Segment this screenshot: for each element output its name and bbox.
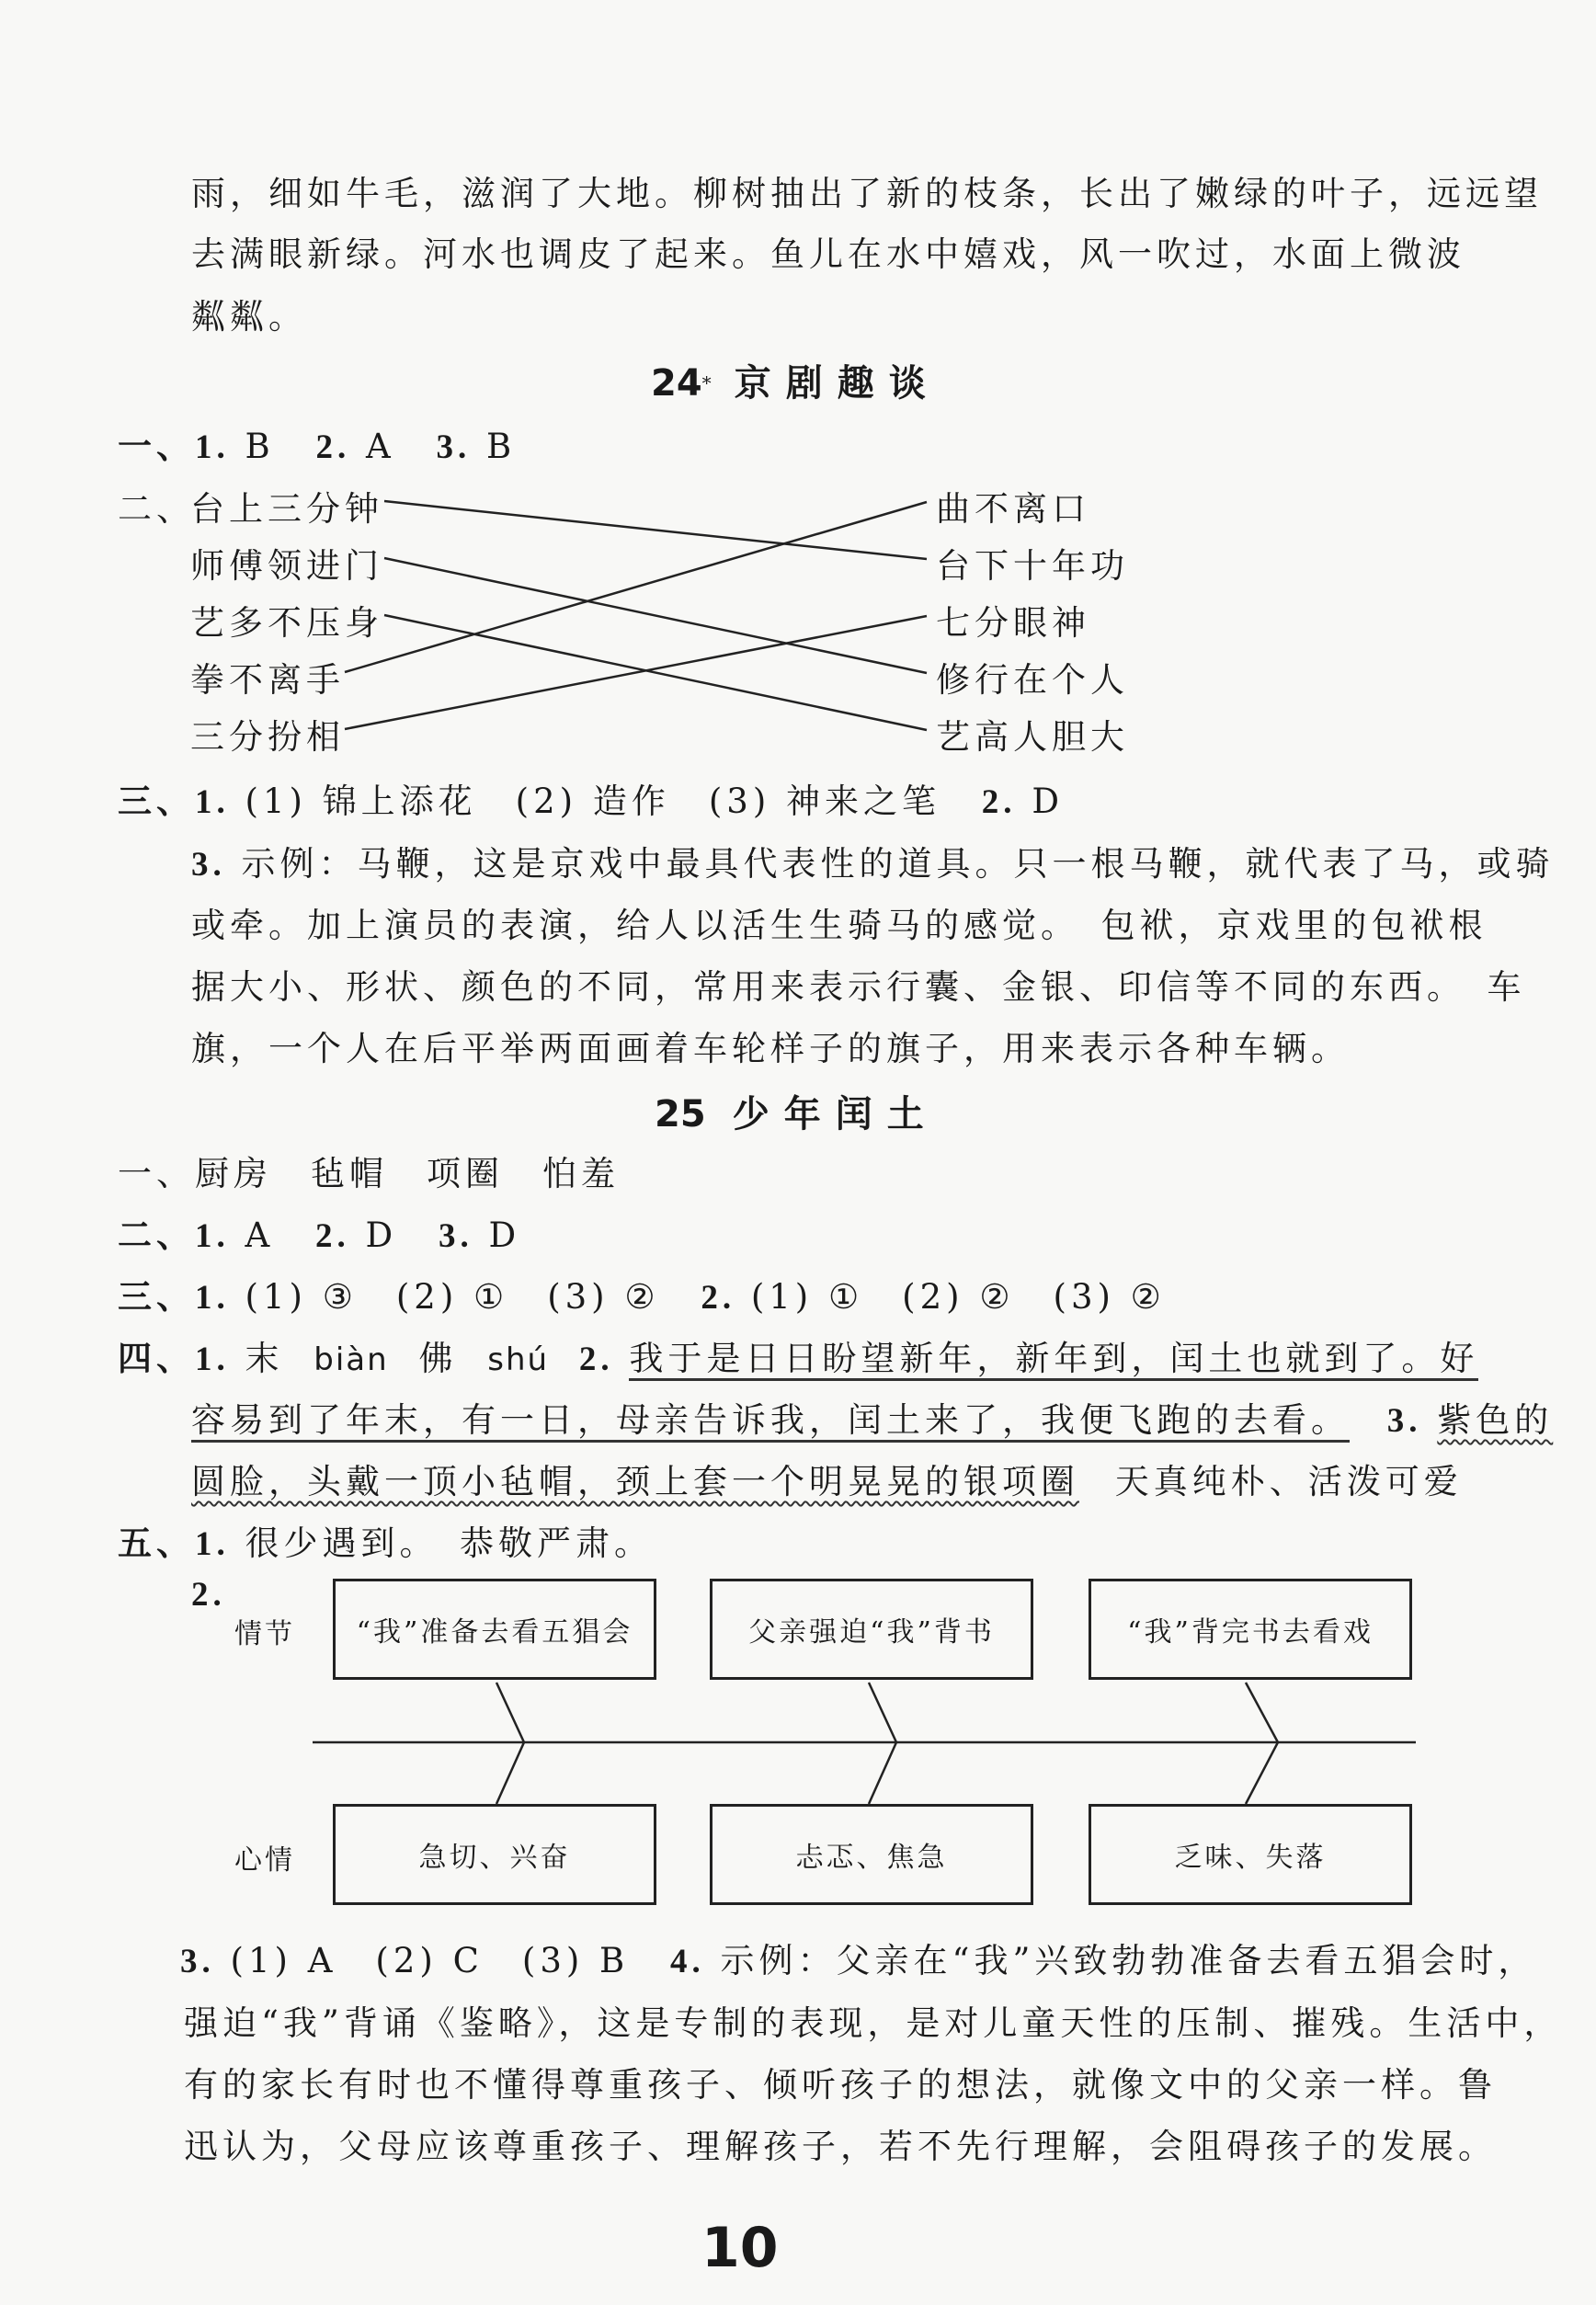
intro-line-1: 雨，细如牛毛，滋润了大地。柳树抽出了新的枝条，长出了嫩绿的叶子，远远望 [191, 174, 1543, 213]
match-right-4: 修行在个人 [936, 660, 1129, 700]
match-left-2: 师傅领进门 [190, 546, 383, 586]
s25-q2 [118, 1207, 520, 1257]
s25-q5-label: 五、1. [118, 1525, 230, 1563]
section-25-number: 25 [655, 1093, 706, 1135]
s25-q4-number-2: 2. [578, 1341, 614, 1378]
s25-q4-answer-3-part-2: 圆脸，头戴一顶小毡帽，颈上套一个明晃晃的银项圈 [191, 1462, 1079, 1501]
diagram-row-label-mood: 心情 [234, 1844, 295, 1877]
mood-box-2: 忐忑、焦急 [710, 1804, 1033, 1905]
s25-q2-number-2: 2. [315, 1217, 350, 1255]
s25-q1: 一、厨房 毡帽 项圈 怕羞 [118, 1154, 620, 1193]
s25-q4-answer-2-part-2: 容易到了年末，有一日，母亲告诉我，闰土来了，我便飞跑的去看。 [191, 1400, 1350, 1443]
s24-q2-label: 二、 [118, 489, 195, 529]
s25-q3-label: 三、1. [118, 1279, 230, 1317]
s24-q1-answer-1: B [245, 427, 275, 466]
match-right-1: 曲不离口 [936, 489, 1090, 529]
s25-q5-answer-1: 很少遇到。 恭敬严肃。 [245, 1523, 654, 1563]
s24-q3-label: 三、1. [118, 783, 230, 821]
s25-q5-4-line-2: 强迫“我”背诵《鉴略》，这是专制的表现，是对儿童天性的压制、摧残。生活中， [184, 2003, 1563, 2043]
s25-q5-4-label: 4. [670, 1943, 705, 1980]
s24-q3-3-line-2: 或牵。加上演员的表演，给人以活生生骑马的感觉。 包袱，京戏里的包袱根 [191, 906, 1488, 945]
section-24-star: * [701, 371, 712, 394]
s25-q4-pinyin-2: shú [487, 1341, 550, 1378]
plot-box-3: “我”背完书去看戏 [1089, 1579, 1412, 1680]
diagram-row-label-plot: 情节 [234, 1618, 295, 1650]
s25-q4-pinyin-1: biàn [314, 1341, 389, 1378]
s25-q2-label: 二、1. [118, 1217, 230, 1255]
s25-q2-answer-1: A [245, 1215, 275, 1255]
s24-q3-3-text-1: 示例：马鞭，这是京戏中最具代表性的道具。只一根马鞭，就代表了马，或骑 [241, 844, 1555, 884]
s25-q3-part-2: (1) ① (2) ② (3) ② [750, 1277, 1166, 1317]
s25-q4-line-1 [118, 1330, 1478, 1380]
s24-q3-3-line-1 [191, 836, 1555, 885]
s24-q1-number-3: 3. [436, 428, 472, 466]
mood-box-1: 急切、兴奋 [333, 1804, 656, 1905]
s25-q4-answer-3-tail: 天真纯朴、活泼可爱 [1114, 1462, 1463, 1501]
intro-line-2: 去满眼新绿。河水也调皮了起来。鱼儿在水中嬉戏，风一吹过，水面上微波 [191, 234, 1465, 274]
section-24-number: 24 [651, 362, 702, 405]
s25-q5-number-2: 2. [191, 1576, 226, 1614]
s24-q1-answer-3: B [486, 427, 517, 466]
s24-q3-3-line-3: 据大小、形状、颜色的不同，常用来表示行囊、金银、印信等不同的东西。 车 [191, 967, 1526, 1007]
s25-q5-4-text-1: 示例：父亲在“我”兴致勃勃准备去看五猖会时， [720, 1941, 1537, 1980]
s25-q4-line-2 [191, 1392, 1553, 1442]
s25-q5-line-1 [118, 1515, 653, 1565]
section-24-title-text: 京剧趣谈 [734, 362, 940, 405]
s24-q1-label: 一、1. [118, 428, 230, 466]
s25-q3-part-1: (1) ③ (2) ① (3) ② [245, 1277, 660, 1317]
s24-q3-items: (1) 锦上添花 (2) 造作 (3) 神来之笔 [245, 782, 941, 821]
s25-q4-char-2: 佛 [418, 1339, 458, 1378]
match-line-1 [384, 501, 927, 559]
s25-q3-number-2: 2. [701, 1279, 736, 1317]
s25-q4-line-3 [191, 1454, 1463, 1503]
s25-q4-label: 四、1. [118, 1341, 230, 1378]
match-right-5: 艺高人胆大 [936, 717, 1129, 757]
s25-q2-answer-3: D [488, 1215, 521, 1255]
s25-q5-4-line-4: 迅认为，父母应该尊重孩子、理解孩子，若不先行理解，会阻碍孩子的发展。 [184, 2127, 1497, 2166]
match-right-2: 台下十年功 [936, 546, 1129, 586]
s25-q4-answer-3-part-1: 紫色的 [1437, 1400, 1554, 1440]
s24-q3-3-number: 3. [191, 846, 226, 884]
s25-q5-4-line-3: 有的家长有时也不懂得尊重孩子、倾听孩子的想法，就像文中的父亲一样。鲁 [184, 2065, 1497, 2105]
s24-q3-answer-2: D [1032, 782, 1064, 821]
s25-q4-char-1: 末 [245, 1339, 284, 1378]
s25-q3 [118, 1269, 1166, 1318]
s24-q1-answer-2: A [366, 427, 395, 466]
s25-q4-number-3: 3. [1386, 1402, 1422, 1440]
s24-q1-number-2: 2. [315, 428, 351, 466]
match-left-3: 艺多不压身 [190, 603, 383, 643]
s24-q3-3-line-4: 旗，一个人在后平举两面画着车轮样子的旗子，用来表示各种车辆。 [191, 1029, 1350, 1068]
s25-q5-3-answers: (1) A (2) C (3) B [230, 1941, 630, 1980]
plot-box-1: “我”准备去看五猖会 [333, 1579, 656, 1680]
mood-box-3: 乏味、失落 [1089, 1804, 1412, 1905]
s25-q2-number-3: 3. [438, 1217, 473, 1255]
s25-q5-line-3 [180, 1933, 1536, 1982]
match-line-2 [384, 558, 927, 673]
match-left-5: 三分扮相 [190, 717, 345, 757]
s25-q5-3-label: 3. [180, 1943, 215, 1980]
s25-q2-answer-2: D [365, 1215, 398, 1255]
section-25-title-text: 少年闰土 [732, 1093, 939, 1135]
match-left-1: 台上三分钟 [190, 489, 383, 529]
plot-box-2: 父亲强迫“我”背书 [710, 1579, 1033, 1680]
section-25-title [655, 1085, 939, 1137]
match-left-4: 拳不离手 [190, 660, 345, 700]
match-right-3: 七分眼神 [936, 603, 1090, 643]
page-number: 10 [701, 2216, 779, 2280]
s25-q4-answer-2-part-1: 我于是日日盼望新年，新年到，闰土也就到了。好 [629, 1339, 1478, 1381]
s24-q3 [118, 773, 1064, 823]
intro-line-3: 粼粼。 [191, 297, 307, 337]
s24-q3-number-2: 2. [981, 783, 1017, 821]
